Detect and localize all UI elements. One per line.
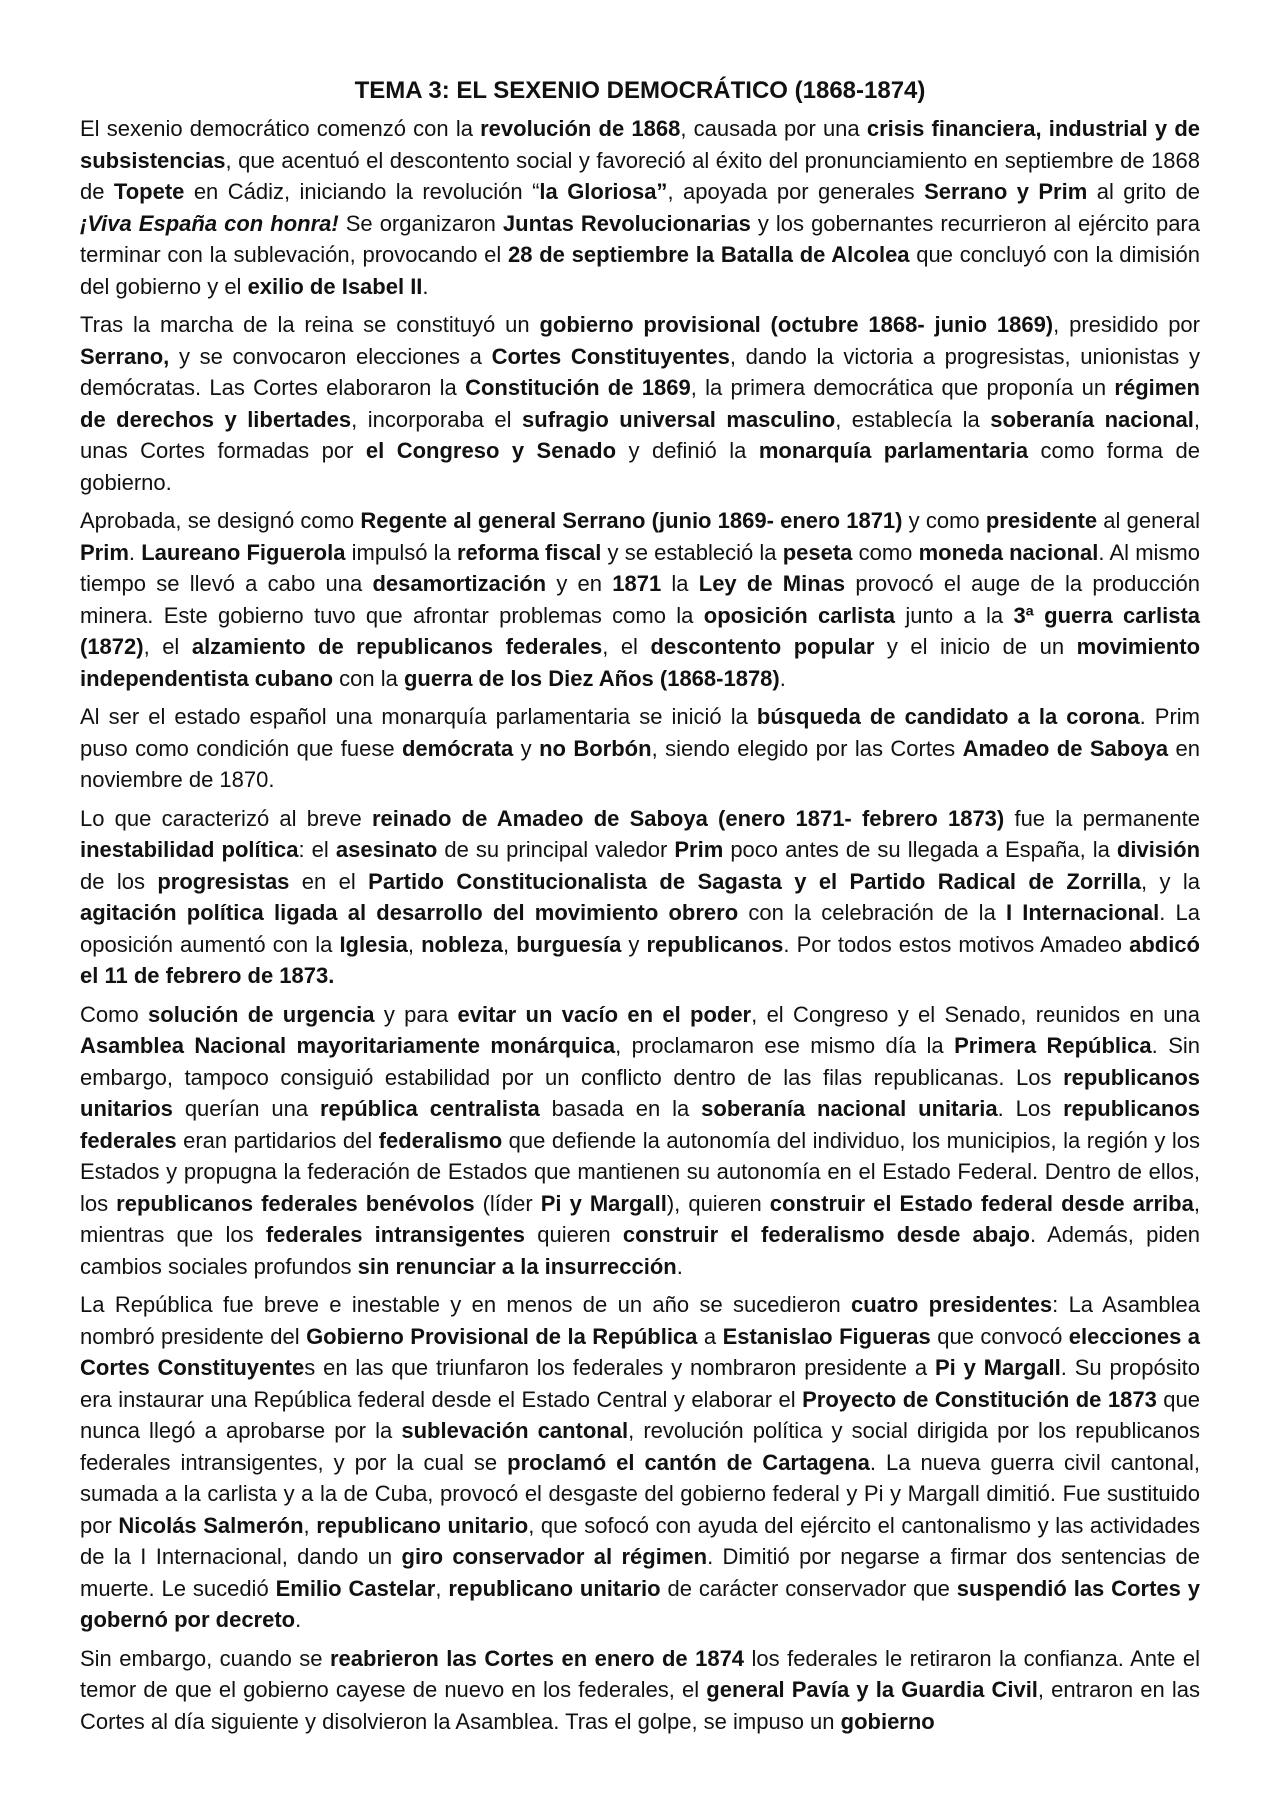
text-run: , causada por una [680,116,867,141]
text-run: . Su propósito era instaurar una República federal desde el Estado Central y elaborar el [80,1355,1201,1412]
text-run: La República fue breve e inestable y en menos de un año se sucedieron [80,1292,852,1317]
text-run: al general [1097,508,1200,533]
text-run: , el Congreso y el Senado, reunidos en una [751,1001,1201,1027]
text-run: junto a la [895,602,1014,628]
text-run: Como [80,1001,149,1027]
bold-text: elecciones a Cortes Constituyente [80,1323,1201,1380]
text-run: , apoyada por generales [667,179,925,204]
bold-text: Partido Constitucionalista de Sagasta y el Partido Radical de Zorrilla [368,868,1141,894]
text-run: . [422,273,429,299]
bold-text: Iglesia [339,931,408,957]
bold-text: exilio de Isabel II [247,273,423,299]
bold-text: gobierno provisional (octubre 1868- junio 1869) [539,312,1054,337]
text-run: , el [143,634,192,659]
paragraph-1 [80,113,1200,302]
bold-text: Regente al general Serrano (junio 1869- enero 1871) [360,508,903,533]
text-run: de los [80,868,158,894]
bold-text: construir el Estado federal desde arriba [769,1190,1194,1216]
bold-text: moneda nacional [918,539,1099,565]
bold-text: burguesía [516,931,622,957]
bold-text: Gobierno Provisional de la República [306,1323,698,1349]
bold-text: republicanos [646,931,784,957]
text-run: y [513,735,540,761]
text-run: con la celebración de la [738,900,1006,925]
text-run: y como [902,508,986,533]
text-run: que concluyó con la dimisión del gobierno y el [80,242,1201,299]
bold-text: Serrano, [80,343,170,369]
paragraph-2 [80,309,1200,498]
text-run: impulsó la [345,539,457,565]
bold-text: sin renunciar a la insurrección [357,1253,677,1279]
text-run: s en las que triunfaron los federales y nombraron presidente a [304,1355,935,1380]
bold-text: ¡Viva España con honra! [80,210,339,236]
text-run: , el [602,634,651,659]
bold-text: descontento popular [650,634,875,659]
text-run: Tras la marcha de la reina se constituyó un [80,312,540,337]
bold-text: Ley de Minas [698,571,846,596]
bold-text: régimen de derechos y libertades [80,375,1200,432]
text-run: en noviembre de 1870. [80,735,1200,792]
text-run: . Además, piden cambios sociales profundos [80,1222,1200,1279]
text-run: , establecía la [835,406,991,432]
bold-text: republicano unitario [316,1512,529,1538]
bold-text: suspendió las Cortes y gobernó por decreto [80,1575,1200,1632]
bold-text: república centralista [319,1096,540,1121]
paragraph-5 [80,803,1200,992]
text-run: y en [546,571,613,596]
text-run: Sin embargo, cuando se [80,1645,330,1671]
bold-text: búsqueda de candidato a la corona [756,704,1140,729]
text-run: : La Asamblea nombró presidente del [80,1292,1200,1349]
text-run: , dando la victoria a progresistas, unionistas y demócratas. Las Cortes elaboraron la [80,343,1200,400]
text-run: que convocó [930,1323,1069,1349]
text-run: eran partidarios del [176,1127,379,1153]
text-run: poco antes de su llegada a España, la [723,837,1117,862]
bold-text: Proyecto de Constitución de 1873 [802,1386,1157,1412]
text-run: . [128,539,142,565]
bold-text: no Borbón [539,735,652,761]
bold-text: Asamblea Nacional mayoritariamente monárquica [80,1033,616,1058]
bold-text: nobleza [421,931,504,957]
text-run: y definió la [616,438,759,463]
bold-text: republicanos federales benévolos [116,1190,475,1216]
text-run: , revolución política y social dirigida por los republicanos federales intransigentes, y por la cual se [80,1418,1200,1475]
text-run: Lo que caracterizó al breve [80,805,372,831]
text-run: , entraron en las Cortes al día siguiente y disolvieron la Asamblea. Tras el golpe, se impuso un [80,1677,1200,1734]
text-run: que nunca llegó a aprobarse por la [80,1386,1200,1443]
text-run: ), quieren [666,1190,770,1216]
bold-text: abdicó el 11 de febrero de 1873. [80,931,1200,988]
text-run: . Dimitió por negarse a firmar dos sentencias de muerte. Le sucedió [80,1544,1200,1601]
bold-text: Nicolás Salmerón [118,1512,304,1538]
text-run: : el [298,837,336,862]
bold-text: Topete [113,179,185,204]
bold-text: inestabilidad política [80,837,299,862]
bold-text: Laureano Figuerola [141,539,346,565]
bold-text: asesinato [335,837,438,862]
text-run: de carácter conservador que [660,1575,957,1601]
bold-text: revolución de 1868 [480,116,681,141]
text-run: de su principal valedor [437,837,675,862]
bold-text: republicanos unitarios [80,1064,1200,1121]
text-run: , [503,931,517,957]
bold-text: 3ª guerra carlista (1872) [80,602,1201,659]
text-run: los federales le retiraron la confianza. Ante el temor de que el gobierno cayese de nuevo en los federales, el [80,1645,1200,1702]
bold-text: sufragio universal masculino [522,406,836,432]
bold-text: republicanos federales [80,1096,1200,1153]
text-run: Al ser el estado español una monarquía parlamentaria se inició la [80,704,757,729]
bold-text: Juntas Revolucionarias [502,210,751,236]
text-run: , proclamaron ese mismo día la [615,1033,955,1058]
text-run: Aprobada, se designó como [80,508,361,533]
text-run: , mientras que los [80,1190,1200,1247]
text-run: Se organizaron [338,210,503,236]
bold-text: construir el federalismo desde abajo [622,1222,1030,1247]
bold-text: Serrano y Prim [924,179,1088,204]
bold-text: demócrata [401,735,514,761]
paragraph-4 [80,701,1200,796]
text-run: en el [289,868,369,894]
text-run: y [621,931,647,957]
text-run: . La nueva guerra civil cantonal, sumada a la carlista y a la de Cuba, provocó el desgaste del gobierno federal y Pi y Margall dimitió. Fue sustituido por [80,1449,1200,1538]
paragraph-6 [80,999,1200,1283]
bold-text: alzamiento de republicanos federales [191,634,603,659]
bold-text: reabrieron las Cortes en enero de 1874 [330,1645,745,1671]
bold-text: federalismo [378,1127,503,1153]
bold-text: movimiento independentista cubano [80,634,1201,691]
bold-text: reinado de Amadeo de Saboya (enero 1871- febrero 1873) [371,805,1005,831]
text-run: provocó el auge de la producción minera. Este gobierno tuvo que afrontar problemas como la [80,571,1200,628]
text-run: al grito de [1087,179,1200,204]
text-run: y los gobernantes recurrieron al ejército para terminar con la sublevación, provocando el [80,210,1200,267]
text-run: querían una [172,1096,320,1121]
text-run: y para [374,1001,458,1027]
bold-text: Constitución de 1869 [465,375,691,400]
bold-text: peseta [782,539,853,565]
text-run: y el inicio de un [874,634,1077,659]
text-run: , y la [1140,868,1200,894]
text-run: , que acentuó el descontento social y favoreció al éxito del pronunciamiento en septiembre de 1868 de [80,147,1200,204]
bold-text: crisis financiera, industrial y de subsistencias [80,116,1200,173]
text-run: , que sofocó con ayuda del ejército el cantonalismo y las actividades de la I Internacional, dando un [80,1512,1200,1569]
text-run: , incorporaba el [351,406,523,432]
text-run: . La oposición aumentó con la [80,900,1201,957]
bold-text: giro conservador al régimen [401,1544,708,1569]
text-run: basada en la [539,1096,702,1121]
text-run: . [295,1607,302,1632]
bold-text: reforma fiscal [456,539,602,565]
text-run: , presidido por [1053,312,1200,337]
text-run: que defiende la autonomía del individuo, los municipios, la región y los Estados y propugna la federación de Estados que mantienen su autonomía en el Estado Federal. Dentro de ellos, los [80,1127,1200,1216]
text-run: . Por todos estos motivos Amadeo [783,931,1130,957]
bold-text: gobierno [840,1708,935,1734]
text-run: como forma de gobierno. [80,438,1200,495]
text-run: . Al mismo tiempo se llevó a cabo una [80,539,1200,596]
bold-text: la Gloriosa” [539,179,668,204]
bold-text: desamortización [372,571,547,596]
text-run: y se estableció la [601,539,783,565]
bold-text: división [1116,837,1201,862]
bold-text: agitación política ligada al desarrollo del movimiento obrero [80,900,739,925]
text-run: , siendo elegido por las Cortes [651,735,963,761]
text-run: (líder [474,1190,541,1216]
text-run: , [407,931,422,957]
bold-text: el Congreso y Senado [365,438,617,463]
bold-text: republicano unitario [448,1575,661,1601]
text-run: , [435,1575,449,1601]
bold-text: monarquía parlamentaria [758,438,1029,463]
text-run: como [852,539,919,565]
bold-text: guerra de los Diez Años (1868-1878) [403,665,780,691]
paragraph-8 [80,1643,1200,1738]
text-run: , unas Cortes formadas por [80,406,1200,463]
text-run: . Prim puso como condición que fuese [80,704,1200,761]
page-title: TEMA 3: EL SEXENIO DEMOCRÁTICO (1868-1874) [354,77,926,104]
text-run: y se convocaron elecciones a [169,343,492,369]
bold-text: solución de urgencia [148,1001,375,1027]
bold-text: Prim [674,837,724,862]
text-run: . [779,665,786,691]
bold-text: presidente [985,508,1098,533]
bold-text: Emilio Castelar [275,1575,436,1601]
text-run: El sexenio democrático comenzó con la [80,116,481,141]
bold-text: oposición carlista [703,602,896,628]
text-run: en Cádiz, iniciando la revolución “ [184,179,540,204]
text-run: . Sin embargo, tampoco consiguió estabilidad por un conflicto dentro de las filas republicanas. Los [80,1033,1200,1090]
text-run: . [676,1253,683,1279]
text-run: la [661,571,699,596]
bold-text: evitar un vacío en el poder [457,1001,752,1027]
text-run: a [697,1323,723,1349]
bold-text: Pi y Margall [934,1355,1061,1380]
bold-text: I Internacional [1006,900,1160,925]
bold-text: general Pavía y la Guardia Civil [706,1677,1038,1702]
bold-text: 1871 [612,571,662,596]
paragraph-7 [80,1289,1200,1636]
bold-text: Prim [80,539,129,565]
bold-text: 28 de septiembre la Batalla de Alcolea [508,242,910,267]
bold-text: Pi y Margall [540,1190,667,1216]
bold-text: proclamó el cantón de Cartagena [507,1449,870,1475]
bold-text: sublevación cantonal [401,1418,629,1443]
document-body [80,113,1200,1737]
bold-text: Amadeo de Saboya [962,735,1169,761]
text-run: . Los [997,1096,1064,1121]
bold-text: soberanía nacional [990,406,1194,432]
bold-text: federales intransigentes [265,1222,526,1247]
text-run: , [303,1512,317,1538]
bold-text: soberanía nacional unitaria [701,1096,998,1121]
bold-text: Estanislao Figueras [722,1323,931,1349]
bold-text: Cortes Constituyentes [491,343,730,369]
text-run: , la primera democrática que proponía un [690,375,1115,400]
bold-text: cuatro presidentes [851,1292,1053,1317]
text-run: quieren [525,1222,623,1247]
bold-text: Primera República [954,1033,1152,1058]
bold-text: progresistas [157,868,290,894]
text-run: con la [333,665,404,691]
text-run: fue la permanente [1004,805,1200,831]
paragraph-3 [80,505,1200,694]
